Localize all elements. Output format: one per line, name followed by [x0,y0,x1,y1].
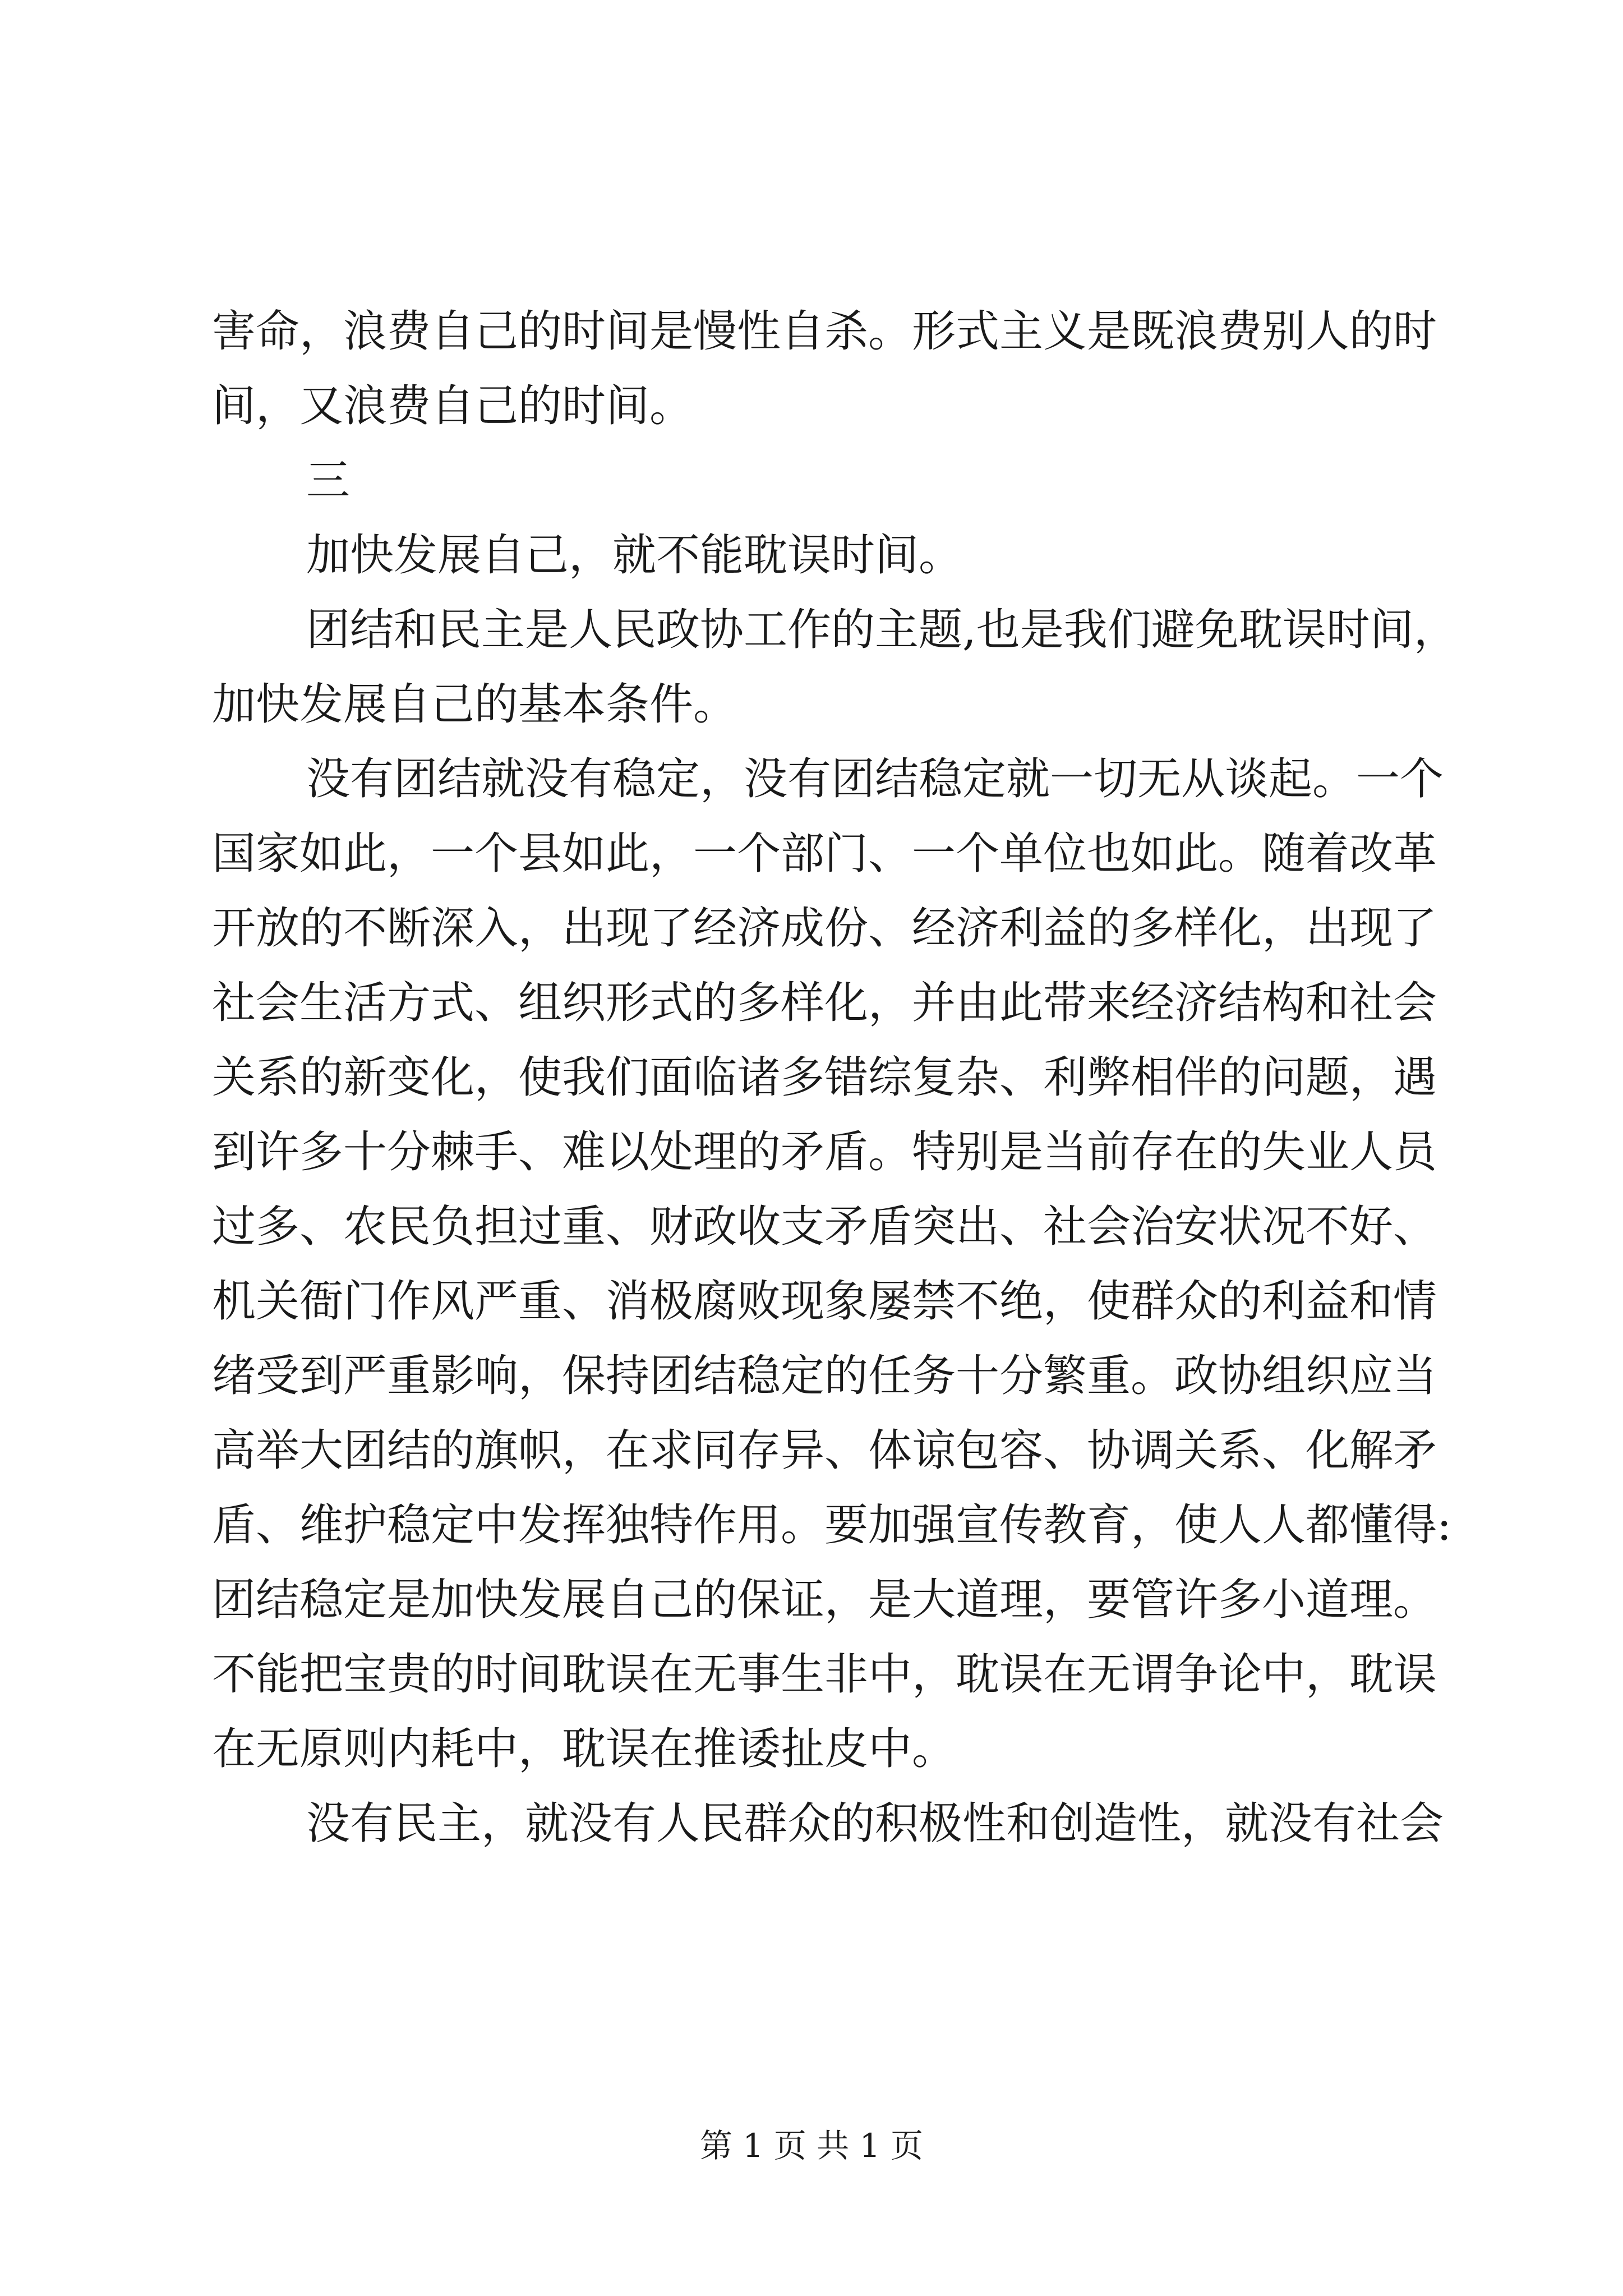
text-line: 加快发展自己的基本条件。 [212,679,737,730]
text-line: 不能把宝贵的时间耽误在无事生非中，耽误在无谓争论中，耽误 [212,1649,1437,1700]
text-line: 团结和民主是人民政协工作的主题,也是我们避免耽误时间， [306,605,1458,655]
text-line: 高举大团结的旗帜，在求同存异、体谅包容、协调关系、化解矛 [212,1425,1437,1476]
text-line: 绪受到严重影响，保持团结稳定的任务十分繁重。政协组织应当 [212,1351,1437,1401]
text-line: 团结稳定是加快发展自己的保证，是大道理，要管许多小道理。 [212,1575,1437,1625]
text-line: 关系的新变化，使我们面临诸多错综复杂、利弊相伴的问题，遇 [212,1052,1437,1103]
section-number: 三 [306,455,351,506]
document-body [212,295,1458,1861]
page-footer: 第 1 页 共 1 页 [700,2127,923,2165]
text-line: 国家如此，一个县如此，一个部门、一个单位也如此。随着改革 [212,829,1437,879]
text-line: 间，又浪费自己的时间。 [212,381,694,431]
text-line: 没有团结就没有稳定，没有团结稳定就一切无从谈起。一个 [306,754,1444,804]
text-line: 盾、维护稳定中发挥独特作用。要加强宣传教育，使人人都懂得: [212,1500,1452,1550]
text-line: 在无原则内耗中，耽误在推诿扯皮中。 [212,1724,956,1774]
text-line: 害命，浪费自己的时间是慢性自杀。形式主义是既浪费别人的时 [212,306,1437,357]
text-line: 到许多十分棘手、难以处理的矛盾。特别是当前存在的失业人员 [212,1127,1437,1177]
text-line: 开放的不断深入，出现了经济成份、经济利益的多样化，出现了 [212,903,1437,954]
text-line: 社会生活方式、组织形式的多样化，并由此带来经济结构和社会 [212,978,1437,1028]
text-line: 机关衙门作风严重、消极腐败现象屡禁不绝，使群众的利益和情 [212,1276,1437,1327]
text-line: 加快发展自己，就不能耽误时间。 [306,530,963,581]
text-line: 过多、农民负担过重、财政收支矛盾突出、社会治安状况不好、 [212,1202,1437,1252]
text-line: 没有民主，就没有人民群众的积极性和创造性，就没有社会 [306,1798,1444,1849]
